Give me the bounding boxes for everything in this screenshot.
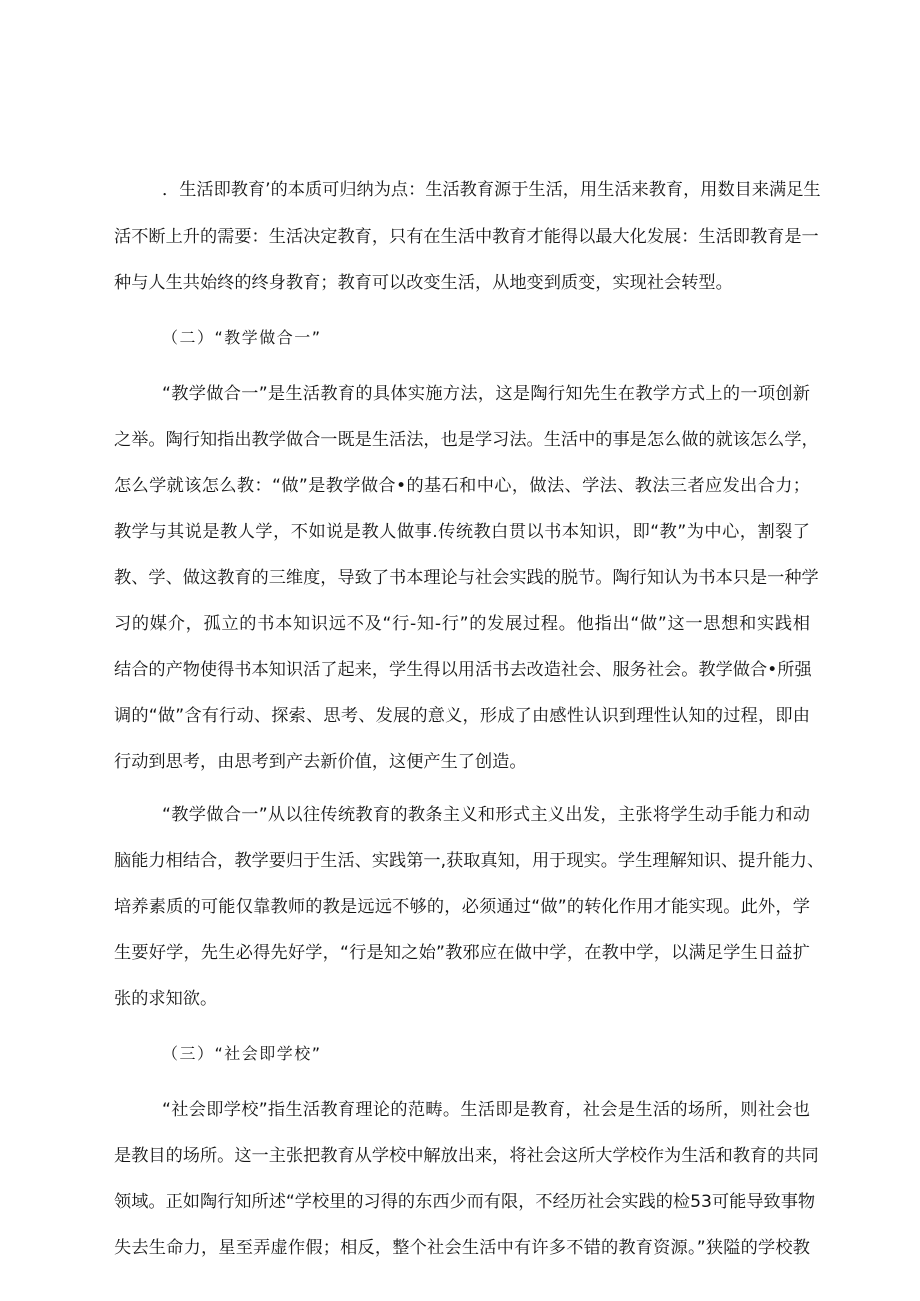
paragraph-2-line-5: 教、学、做这教育的三维度，导致了书本理论与社会实践的脱节。陶行知认为书本只是一种学	[114, 568, 819, 588]
paragraph-3-line-2: 脑能力相结合，教学要归于生活、实践第一,获取真知，用于现实。学生理解知识、提升能力、	[114, 851, 825, 871]
paragraph-3-line-4: 生要好学，先生必得先好学，“行是知之始”教邪应在做中学，在教中学，以满足学生日益扩	[114, 943, 810, 963]
paragraph-2-line-3: 怎么学就该怎么教：“做”是教学做合•的基石和中心，做法、学法、教法三者应发出合力；	[114, 476, 810, 496]
paragraph-4-line-1: “社会即学校”指生活教育理论的范畴。生活即是教育，社会是生活的场所，则社会也	[162, 1100, 810, 1120]
paragraph-4-line-2: 是教目的场所。这一主张把教育从学校中解放出来，将社会这所大学校作为生活和教育的共同	[114, 1146, 819, 1166]
paragraph-1-line-2: 活不断上升的需要：生活决定教育，只有在生活中教育才能得以最大化发展：生活即教育是一	[114, 227, 819, 247]
paragraph-2-line-4: 教学与其说是教人学，不如说是教人做事.传统教白贯以书本知识，即“教”为中心，割裂了	[114, 522, 810, 542]
paragraph-4-line-3: 领域。正如陶行知所述“学校里的习得的东西少而有限，不经历社会实践的检53可能导致事物	[114, 1192, 816, 1212]
paragraph-1-line-1: ．生活即教育’的本质可归纳为点：生活教育源于生活，用生活来教育，用数目来满足生	[162, 180, 821, 200]
paragraph-2-line-8: 调的“做”含有行动、探索、思考、发展的意义，形成了由感性认识到理性认知的过程，即由	[114, 706, 810, 726]
paragraph-2-line-6: 习的媒介，孤立的书本知识远不及“行-知-行”的发展过程。他指出“做”这一思想和实践相	[114, 614, 810, 634]
paragraph-4-line-4: 失去生命力，星至弄虚作假；相反，整个社会生活中有许多不错的教育资源。”狭隘的学校教	[114, 1238, 810, 1258]
paragraph-2-line-2: 之举。陶行知指出教学做合一既是生活法，也是学习法。生活中的事是怎么做的就该怎么学，	[114, 430, 819, 450]
paragraph-2-line-7: 结合的产物使得书本知识活了起来，学生得以用活书去改造社会、服务社会。教学做合•所强	[114, 660, 812, 680]
paragraph-3-line-3: 培养素质的可能仅靠教师的教是远远不够的，必须通过“做”的转化作用才能实现。此外，学	[114, 897, 810, 917]
paragraph-3-line-1: “教学做合一”从以往传统教育的教条主义和形式主义出发，主张将学生动手能力和动	[162, 805, 810, 825]
paragraph-2-line-9: 行动到思考，由思考到产去新价值，这便产生了创造。	[114, 752, 527, 772]
section-heading-2: （二）“教学做合一”	[162, 328, 322, 347]
paragraph-1-line-3: 种与人生共始终的终身教育；教育可以改变生活，从地变到质变，实现社会转型。	[114, 273, 733, 293]
paragraph-2-line-1: “教学做合一”是生活教育的具体实施方法，这是陶行知先生在教学方式上的一项创新	[162, 384, 810, 404]
paragraph-3-line-5: 张的求知欲。	[114, 989, 218, 1009]
section-heading-3: （三）“社会即学校”	[162, 1044, 322, 1063]
